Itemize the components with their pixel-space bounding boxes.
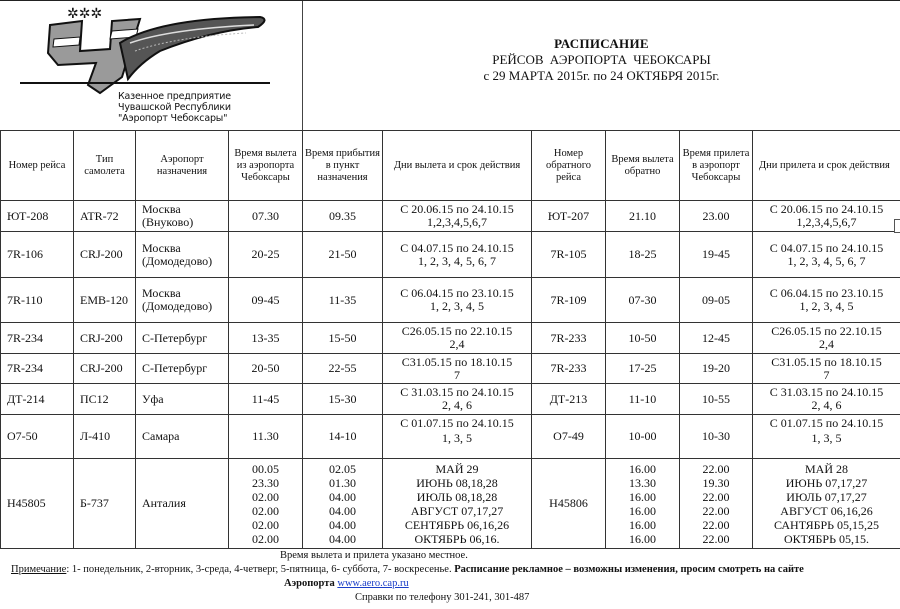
title-cell [302, 1, 900, 131]
departure-time: 02.00 [252, 503, 279, 518]
return-arrival-time: 22.00 [702, 489, 730, 504]
airport-label: Аэропорта [284, 578, 338, 589]
col-header-return-departure: Время вылета обратно [606, 131, 680, 201]
org-line-2: Чувашской Республики [118, 102, 231, 113]
return-flight-number: Н45806 [532, 459, 606, 549]
weekday-legend: : 1- понедельник, 2-вторник, 3-среда, 4-четверг, 5-пятница, 6- суббота, 7- воскресенье. [66, 564, 455, 575]
advert-disclaimer: Расписание рекламное – возможны изменения, просим смотреть на сайте [454, 564, 804, 575]
departure-period: С 31.03.15 по 24.10.15 [400, 385, 514, 399]
departure-date: СЕНТЯБРЬ 06,16,26 [404, 517, 510, 532]
arrival-weekdays: 2, 4, 6 [811, 398, 842, 412]
website-line [284, 577, 409, 591]
phone-info: Справки по телефону 301-241, 301-487 [355, 592, 530, 603]
return-date: АВГУСТ 06,16,26 [780, 503, 873, 518]
arrival-days [753, 323, 900, 354]
col-header-aircraft: Тип самолета [74, 131, 136, 201]
aircraft-type: ATR-72 [74, 201, 136, 232]
return-arrival-time: 10-30 [680, 415, 753, 459]
return-departure-time: 18-25 [606, 232, 680, 278]
return-departure-time: 10-00 [606, 415, 680, 459]
departure-time: 02.00 [252, 531, 279, 546]
arrival-time: 09.35 [303, 201, 383, 232]
arrival-weekdays: 1, 3, 5 [811, 431, 842, 445]
aircraft-type: CRJ-200 [74, 354, 136, 384]
arrival-period: С 06.04.15 по 23.10.15 [769, 286, 884, 300]
table-header-row [1, 131, 900, 201]
departure-weekdays: 2, 4, 6 [442, 398, 472, 412]
arrival-weekdays: 7 [823, 367, 830, 382]
note-label: Примечание [11, 564, 67, 575]
return-departure-time: 16.00 [629, 531, 656, 546]
return-date: ИЮЛЬ 07,17,27 [786, 489, 867, 504]
flight-number: О7-50 [1, 415, 74, 459]
col-header-return-flight: Номер обратного рейса [532, 131, 606, 201]
table-row [1, 323, 900, 354]
departure-time: 00.05 [252, 461, 279, 476]
departure-days [383, 415, 532, 459]
flight-number: ЮТ-208 [1, 201, 74, 232]
arrival-days [753, 232, 900, 278]
arrival-time: 04.00 [329, 503, 356, 518]
arrival-days [753, 278, 900, 323]
departure-period: С31.05.15 по 18.10.15 [401, 354, 513, 369]
departure-time: 13-35 [229, 323, 303, 354]
page-title: РАСПИСАНИЕ [554, 36, 649, 51]
departure-date: МАЙ 29 [435, 461, 479, 476]
return-date: ОКТЯБРЬ 05,15. [783, 531, 869, 546]
aircraft-type: CRJ-200 [74, 323, 136, 354]
return-flight-number: ЮТ-207 [532, 201, 606, 232]
return-flight-number: 7R-233 [532, 354, 606, 384]
departure-weekdays: 1, 2, 3, 4, 5 [430, 299, 484, 313]
return-departure-time: 16.00 [629, 503, 656, 518]
return-arrival-time: 09-05 [680, 278, 753, 323]
arrival-period: С 01.07.15 по 24.10.15 [769, 416, 884, 430]
departure-days [383, 384, 532, 415]
return-arrival-time: 22.00 [702, 517, 730, 532]
aircraft-type: CRJ-200 [74, 232, 136, 278]
return-arrival-time: 19.30 [702, 475, 730, 490]
destination: С-Петербург [136, 323, 229, 354]
return-flight-number: ДТ-213 [532, 384, 606, 415]
destination: Москва (Домодедово) [136, 278, 229, 323]
table-row [1, 354, 900, 384]
departure-times [229, 459, 303, 549]
departure-date: ИЮЛЬ 08,18,28 [416, 489, 498, 504]
arrival-days [753, 384, 900, 415]
departure-days [383, 323, 532, 354]
return-departure-times [606, 459, 680, 549]
departure-weekdays: 1, 3, 5 [442, 431, 472, 445]
departure-time: 02.00 [252, 489, 279, 504]
arrival-time: 14-10 [303, 415, 383, 459]
return-arrival-time: 19-20 [680, 354, 753, 384]
return-departure-time: 11-10 [606, 384, 680, 415]
departure-date: ОКТЯБРЬ 06,16. [414, 531, 500, 546]
departure-time: 02.00 [252, 517, 279, 532]
charter-row [1, 459, 900, 549]
destination: Москва (Внуково) [136, 201, 229, 232]
departure-time: 11-45 [229, 384, 303, 415]
departure-dates [383, 459, 532, 549]
edge-marker [894, 219, 900, 233]
departure-days [383, 354, 532, 384]
departure-days [383, 278, 532, 323]
arrival-time: 22-55 [303, 354, 383, 384]
aircraft-type: Л-410 [74, 415, 136, 459]
arrival-time: 01.30 [329, 475, 356, 490]
departure-weekdays: 1, 2, 3, 4, 5, 6, 7 [418, 253, 496, 268]
return-arrival-time: 10-55 [680, 384, 753, 415]
return-departure-time: 13.30 [629, 475, 656, 490]
arrival-days [753, 415, 900, 459]
departure-weekdays: 7 [454, 367, 460, 382]
destination: Уфа [136, 384, 229, 415]
aircraft-type: Б-737 [74, 459, 136, 549]
arrival-period: С 20.06.15 по 24.10.15 [769, 202, 884, 216]
return-arrival-time: 12-45 [680, 323, 753, 354]
return-departure-time: 17-25 [606, 354, 680, 384]
table-row [1, 201, 900, 232]
departure-weekdays: 1,2,3,4,5,6,7 [427, 215, 487, 229]
return-departure-time: 16.00 [629, 489, 656, 504]
return-flight-number: 7R-105 [532, 232, 606, 278]
departure-date: ИЮНЬ 08,18,28 [416, 475, 498, 490]
arrival-period: С 04.07.15 по 24.10.15 [769, 240, 884, 255]
header-block [0, 0, 900, 131]
return-date: САНТЯБРЬ 05,15,25 [773, 517, 880, 532]
departure-period: С 04.07.15 по 24.10.15 [400, 240, 514, 255]
table-row [1, 278, 900, 323]
return-departure-time: 10-50 [606, 323, 680, 354]
flight-number: 7R-110 [1, 278, 74, 323]
departure-time: 07.30 [229, 201, 303, 232]
col-header-departure-days: Дни вылета и срок действия [383, 131, 532, 201]
departure-days [383, 201, 532, 232]
arrival-time: 04.00 [329, 531, 356, 546]
return-departure-time: 21.10 [606, 201, 680, 232]
stars-icon: ✲✲✲ [67, 6, 103, 22]
departure-time: 23.30 [252, 475, 279, 490]
departure-time: 20-50 [229, 354, 303, 384]
departure-time: 20-25 [229, 232, 303, 278]
return-date: МАЙ 28 [804, 461, 848, 476]
return-arrival-time: 22.00 [702, 503, 730, 518]
departure-period: С 01.07.15 по 24.10.15 [400, 416, 514, 430]
departure-weekdays: 2,4 [449, 337, 465, 351]
org-line-3: "Аэропорт Чебоксары" [118, 113, 228, 124]
departure-period: С 20.06.15 по 24.10.15 [400, 202, 514, 216]
return-dates [753, 459, 900, 549]
arrival-weekdays: 1, 2, 3, 4, 5, 6, 7 [787, 253, 866, 268]
arrival-period: С 31.03.15 по 24.10.15 [769, 385, 884, 399]
arrival-days [753, 201, 900, 232]
organization-name [118, 91, 231, 124]
arrival-time: 15-30 [303, 384, 383, 415]
departure-period: С 06.04.15 по 23.10.15 [400, 286, 514, 300]
return-departure-time: 16.00 [629, 517, 656, 532]
col-header-destination: Аэропорт назначения [136, 131, 229, 201]
departure-date: АВГУСТ 07,17,27 [410, 503, 504, 518]
arrival-time: 04.00 [329, 517, 356, 532]
arrival-time: 02.05 [329, 461, 356, 476]
flight-number: ДТ-214 [1, 384, 74, 415]
arrival-time: 21-50 [303, 232, 383, 278]
arrival-time: 11-35 [303, 278, 383, 323]
return-date: ИЮНЬ 07,17,27 [785, 475, 868, 490]
arrival-weekdays: 2,4 [819, 337, 834, 351]
page-subtitle: РЕЙСОВ АЭРОПОРТА ЧЕБОКСАРЫ [492, 52, 711, 67]
col-header-departure-time: Время вылета из аэропорта Чебоксары [229, 131, 303, 201]
flight-number: 7R-234 [1, 323, 74, 354]
return-arrival-time: 22.00 [702, 461, 730, 476]
return-departure-time: 07-30 [606, 278, 680, 323]
arrival-period: С31.05.15 по 18.10.15 [771, 354, 882, 369]
departure-time: 11.30 [229, 415, 303, 459]
return-arrival-times [680, 459, 753, 549]
departure-period: С26.05.15 по 22.10.15 [401, 324, 513, 338]
aircraft-type: EMB-120 [74, 278, 136, 323]
schedule-table [0, 130, 900, 549]
arrival-period: С26.05.15 по 22.10.15 [771, 324, 882, 338]
org-line-1: Казенное предприятие [118, 91, 231, 102]
airport-logo-icon [10, 3, 280, 95]
table-row [1, 232, 900, 278]
legend-note [11, 563, 804, 577]
col-header-flight: Номер рейса [1, 131, 74, 201]
return-flight-number: О7-49 [532, 415, 606, 459]
col-header-arrival-days: Дни прилета и срок действия [753, 131, 900, 201]
return-flight-number: 7R-109 [532, 278, 606, 323]
departure-days [383, 232, 532, 278]
website-link[interactable]: www.aero.cap.ru [337, 578, 409, 589]
destination: Самара [136, 415, 229, 459]
flight-number: 7R-234 [1, 354, 74, 384]
destination: Анталия [136, 459, 229, 549]
arrival-times [303, 459, 383, 549]
departure-time: 09-45 [229, 278, 303, 323]
arrival-weekdays: 1,2,3,4,5,6,7 [796, 215, 857, 229]
return-arrival-time: 22.00 [702, 531, 730, 546]
flight-number: Н45805 [1, 459, 74, 549]
arrival-time: 04.00 [329, 489, 356, 504]
flight-number: 7R-106 [1, 232, 74, 278]
destination: С-Петербург [136, 354, 229, 384]
table-row [1, 384, 900, 415]
destination: Москва (Домодедово) [136, 232, 229, 278]
col-header-arrival-time: Время прибытия в пункт назначения [303, 131, 383, 201]
local-time-note: Время вылета и прилета указано местное. [280, 550, 468, 561]
return-arrival-time: 23.00 [680, 201, 753, 232]
validity-period: с 29 МАРТА 2015г. по 24 ОКТЯБРЯ 2015г. [483, 68, 720, 83]
arrival-weekdays: 1, 2, 3, 4, 5 [799, 299, 854, 313]
aircraft-type: ПС12 [74, 384, 136, 415]
return-flight-number: 7R-233 [532, 323, 606, 354]
arrival-days [753, 354, 900, 384]
arrival-time: 15-50 [303, 323, 383, 354]
col-header-return-arrival: Время прилета в аэропорт Чебоксары [680, 131, 753, 201]
logo-cell [0, 1, 302, 131]
table-row [1, 415, 900, 459]
return-departure-time: 16.00 [629, 461, 656, 476]
return-arrival-time: 19-45 [680, 232, 753, 278]
